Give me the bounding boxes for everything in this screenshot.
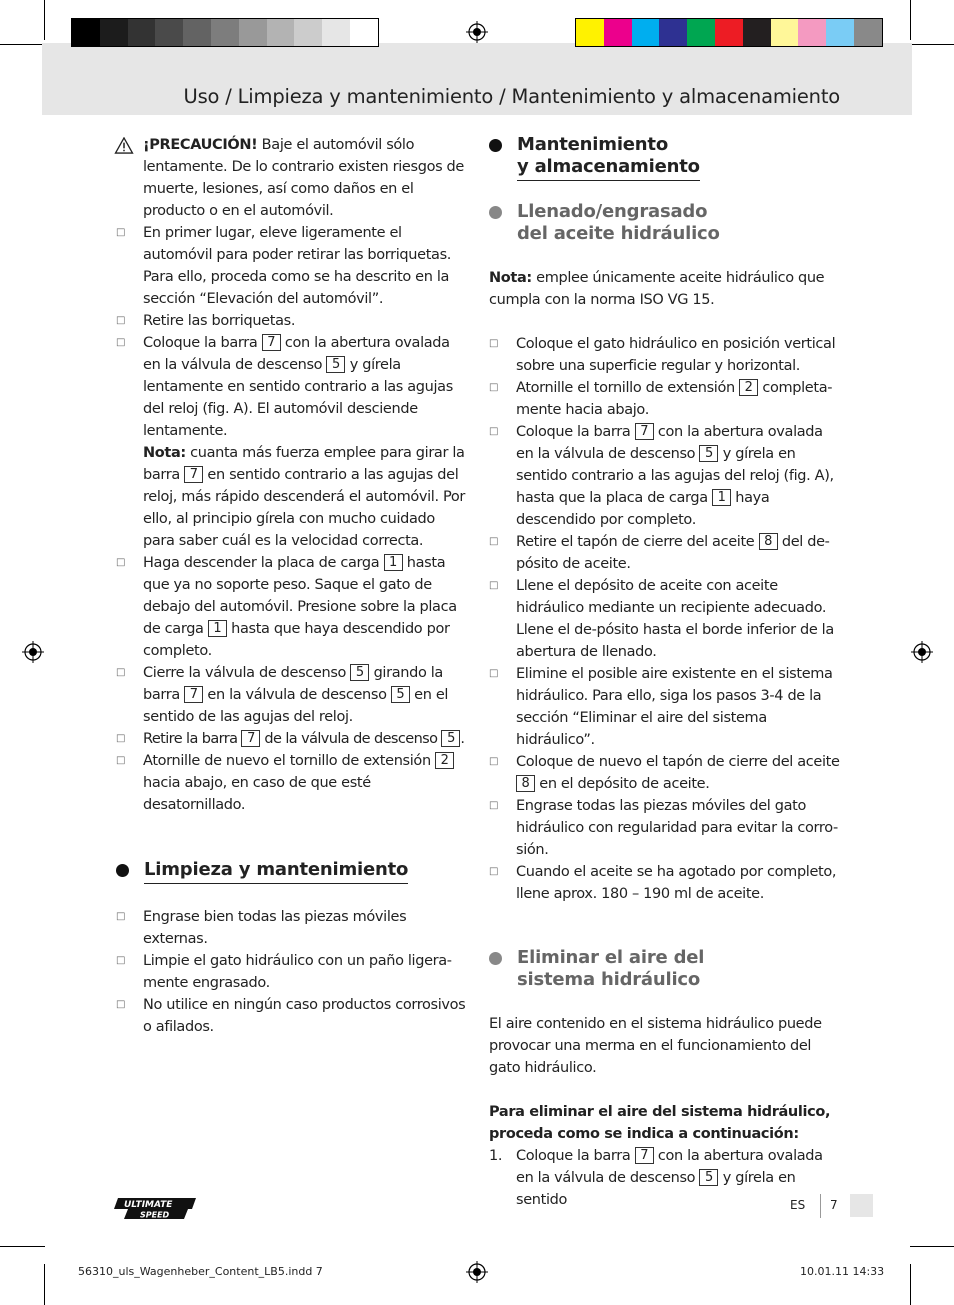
square-bullet-icon: □ xyxy=(116,755,126,766)
part-ref: 2 xyxy=(739,379,758,396)
part-ref: 1 xyxy=(208,620,227,637)
part-ref: 2 xyxy=(435,752,454,769)
step-text: Coloque el gato hidráulico en posición vertical sobre una superficie regular y horizontal. xyxy=(516,336,836,374)
part-ref: 8 xyxy=(759,533,778,550)
registration-mark-icon xyxy=(466,21,488,43)
note-label: Nota: xyxy=(143,445,186,461)
color-swatch xyxy=(211,19,239,46)
square-bullet-icon: □ xyxy=(489,800,499,811)
note-text: cuanta más fuerza emplee para girar la barra xyxy=(143,445,465,483)
crop-mark xyxy=(910,1264,911,1305)
part-ref: 7 xyxy=(262,334,281,351)
part-ref: 5 xyxy=(391,686,410,703)
warning-text: Baje el automóvil sólo lentamente. De lo contrario existen riesgos de muerte, lesiones, así como daños en el producto o en el automóvil. xyxy=(143,137,464,219)
cleaning-item: Engrase bien todas las piezas móviles externas. xyxy=(143,909,407,947)
color-swatch xyxy=(604,19,632,46)
step-text: con la abertura ovalada en la válvula de descenso xyxy=(516,424,823,462)
color-swatch xyxy=(72,19,100,46)
bullet-dot-icon xyxy=(489,139,502,152)
cleaning-item: Limpie el gato hidráulico con un paño ligera-mente engrasado. xyxy=(143,953,452,991)
color-swatch-bar xyxy=(575,18,883,47)
part-ref: 7 xyxy=(184,466,203,483)
color-swatch xyxy=(659,19,687,46)
crop-mark xyxy=(44,0,45,40)
part-ref: 5 xyxy=(699,445,718,462)
language-code: ES xyxy=(790,1198,806,1212)
page-title: Uso / Limpieza y mantenimiento / Mantenimiento y almacenamiento xyxy=(183,85,840,108)
step-text: hacia abajo, en caso de que esté desatornillado. xyxy=(143,775,371,813)
step-text: hasta que ya no soporte peso. Saque el gato de debajo del automóvil. Presione sobre la placa de carga xyxy=(143,555,457,637)
step-text: Haga descender la placa de carga xyxy=(143,555,384,571)
list-item xyxy=(489,751,843,795)
square-bullet-icon: □ xyxy=(116,999,126,1010)
step-text: hasta que haya descendido por completo. xyxy=(143,621,450,659)
color-swatch xyxy=(100,19,128,46)
square-bullet-icon: □ xyxy=(489,536,499,547)
list-item xyxy=(116,750,468,816)
part-ref: 5 xyxy=(441,730,460,747)
step-text: Cierre la válvula de descenso xyxy=(143,665,351,681)
bullet-dot-icon xyxy=(489,206,502,219)
warning-triangle-icon xyxy=(114,137,134,154)
color-swatch xyxy=(294,19,322,46)
list-item xyxy=(489,663,843,751)
color-swatch xyxy=(576,19,604,46)
section-heading-cleaning: Limpieza y mantenimiento xyxy=(116,859,468,884)
color-swatch xyxy=(715,19,743,46)
part-ref: 5 xyxy=(326,356,345,373)
list-item xyxy=(116,950,468,994)
list-item xyxy=(489,333,843,377)
square-bullet-icon: □ xyxy=(489,426,499,437)
part-ref: 7 xyxy=(184,686,203,703)
registration-mark-icon xyxy=(466,1261,488,1283)
step-text: Cuando el aceite se ha agotado por completo, llene aprox. 180 – 190 ml de aceite. xyxy=(516,864,837,902)
list-item xyxy=(116,994,468,1038)
step-text: Llene el depósito de aceite con aceite hidráulico mediante un recipiente adecuado. Llene el de-pósito hasta el borde inferior de la abertura de llenado. xyxy=(516,578,834,660)
list-item xyxy=(116,332,468,552)
color-swatch xyxy=(155,19,183,46)
slug-filename: 56310_uls_Wagenheber_Content_LB5.indd 7 xyxy=(78,1265,323,1278)
step-text: en el sentido de las agujas del reloj. xyxy=(143,687,449,725)
step-text: En primer lugar, eleve ligeramente el automóvil para poder retirar las borriquetas. Para ello, proceda como se ha descrito en la sección “Elevación del automóvil”. xyxy=(143,225,452,307)
step-text: Elimine el posible aire existente en el sistema hidráulico. Para ello, siga los pasos 3-4 de la sección “Eliminar el aire del sistema hidráulico”. xyxy=(516,666,833,748)
color-swatch xyxy=(854,19,882,46)
step-text: y gírela en sentido contrario a las agujas del reloj (fig. A), hasta que la placa de carga xyxy=(516,446,834,506)
color-swatch xyxy=(826,19,854,46)
part-ref: 5 xyxy=(699,1169,718,1186)
square-bullet-icon: □ xyxy=(116,733,126,744)
step-text: Coloque la barra xyxy=(143,335,262,351)
registration-mark-icon xyxy=(911,641,933,663)
square-bullet-icon: □ xyxy=(489,338,499,349)
square-bullet-icon: □ xyxy=(489,382,499,393)
part-ref: 1 xyxy=(712,489,731,506)
list-item xyxy=(489,531,843,575)
list-item xyxy=(489,377,843,421)
right-column xyxy=(489,134,843,1211)
square-bullet-icon: □ xyxy=(116,557,126,568)
step-text: completa-mente hacia abajo. xyxy=(516,380,833,418)
page-number: 7 xyxy=(830,1198,838,1212)
warning-label: ¡PRECAUCIÓN! xyxy=(143,137,258,153)
step-text: en el depósito de aceite. xyxy=(535,776,710,792)
step-text: girando la barra xyxy=(143,665,443,703)
list-item xyxy=(116,552,468,662)
square-bullet-icon: □ xyxy=(489,668,499,679)
oil-note: Nota: emplee únicamente aceite hidráulico que cumpla con la norma ISO VG 15. xyxy=(489,270,825,308)
color-swatch xyxy=(322,19,350,46)
color-swatch xyxy=(687,19,715,46)
square-bullet-icon: □ xyxy=(489,756,499,767)
part-ref: 7 xyxy=(635,1147,654,1164)
step-text: Coloque de nuevo el tapón de cierre del aceite xyxy=(516,754,840,770)
cleaning-item: No utilice en ningún caso productos corrosivos o afilados. xyxy=(143,997,466,1035)
step-text: con la abertura ovalada en la válvula de descenso xyxy=(516,1148,823,1186)
square-bullet-icon: □ xyxy=(116,315,126,326)
list-item xyxy=(116,222,468,310)
page-tab-square xyxy=(850,1194,873,1217)
crop-mark xyxy=(0,44,45,45)
step-text: Coloque la barra xyxy=(516,424,635,440)
grey-swatch-bar xyxy=(71,18,379,47)
slug-date: 10.01.11 14:33 xyxy=(800,1265,885,1278)
color-swatch xyxy=(128,19,156,46)
part-ref: 7 xyxy=(241,730,260,747)
section-heading-maintenance: Mantenimiento y almacenamiento xyxy=(489,134,843,181)
step-text: del de-pósito de aceite. xyxy=(516,534,830,572)
list-item xyxy=(489,421,843,531)
crop-mark xyxy=(910,0,911,40)
step-text: haya descendido por completo. xyxy=(516,490,770,528)
color-swatch xyxy=(743,19,771,46)
square-bullet-icon: □ xyxy=(116,667,126,678)
warning-block xyxy=(116,134,468,222)
color-swatch xyxy=(350,19,378,46)
svg-text:SPEED: SPEED xyxy=(140,1210,170,1220)
square-bullet-icon: □ xyxy=(116,911,126,922)
air-intro: El aire contenido en el sistema hidráulico puede provocar una merma en el funcionamiento del gato hidráulico. xyxy=(489,1016,822,1076)
step-text: Engrase todas las piezas móviles del gato hidráulico con regularidad para evitar la corro-sión. xyxy=(516,798,838,858)
color-swatch xyxy=(239,19,267,46)
color-swatch xyxy=(798,19,826,46)
step-text: . xyxy=(460,731,465,747)
part-ref: 8 xyxy=(516,775,535,792)
cleaning-list xyxy=(116,906,468,1038)
step-text: en la válvula de descenso xyxy=(203,687,391,703)
section-heading-air: Eliminar el aire del sistema hidráulico xyxy=(489,947,843,991)
color-swatch xyxy=(771,19,799,46)
square-bullet-icon: □ xyxy=(116,955,126,966)
step-text: de la válvula de descenso xyxy=(260,731,442,747)
section-heading-oil: Llenado/engrasado del aceite hidráulico xyxy=(489,201,843,245)
list-item xyxy=(116,728,468,750)
bullet-dot-icon xyxy=(489,952,502,965)
list-item xyxy=(489,795,843,861)
square-bullet-icon: □ xyxy=(489,580,499,591)
registration-mark-icon xyxy=(22,641,44,663)
bullet-dot-icon xyxy=(116,864,129,877)
step-text: Atornille el tornillo de extensión xyxy=(516,380,740,396)
crop-mark xyxy=(0,1246,45,1247)
oil-steps-list xyxy=(489,333,843,905)
svg-text:ULTIMATE: ULTIMATE xyxy=(124,1200,173,1210)
part-ref: 7 xyxy=(635,423,654,440)
step-text: y gírela lentamente en sentido contrario a las agujas del reloj (fig. A). El automóvil desciende lentamente. xyxy=(143,357,453,439)
part-ref: 1 xyxy=(384,554,403,571)
step-number: 1. xyxy=(489,1148,503,1164)
step-text: Atornille de nuevo el tornillo de extensión xyxy=(143,753,436,769)
square-bullet-icon: □ xyxy=(116,227,126,238)
crop-mark xyxy=(910,44,954,45)
step-text: Retire el tapón de cierre del aceite xyxy=(516,534,759,550)
square-bullet-icon: □ xyxy=(489,866,499,877)
step-text: y gírela en sentido xyxy=(516,1170,796,1208)
step-text: Retire la barra xyxy=(143,731,242,747)
crop-mark xyxy=(910,1246,954,1247)
color-swatch xyxy=(632,19,660,46)
air-bold-instruction: Para eliminar el aire del sistema hidráulico, proceda como se indica a continuación: xyxy=(489,1104,831,1142)
crop-mark xyxy=(44,1264,45,1305)
step-text: con la abertura ovalada en la válvula de descenso xyxy=(143,335,450,373)
list-item xyxy=(116,662,468,728)
part-ref: 5 xyxy=(350,664,369,681)
step-text: Coloque la barra xyxy=(516,1148,635,1164)
list-item xyxy=(116,310,468,332)
list-item xyxy=(489,861,843,905)
left-column xyxy=(116,134,468,1038)
list-item xyxy=(489,575,843,663)
footer-divider xyxy=(820,1194,821,1218)
ultimate-speed-logo xyxy=(114,1196,200,1221)
square-bullet-icon: □ xyxy=(116,337,126,348)
color-swatch xyxy=(183,19,211,46)
note-text: en sentido contrario a las agujas del reloj, más rápido descenderá el automóvil. Por ello, al principio gírela con mucho cuidado para saber cuál es la velocidad correcta. xyxy=(143,467,465,549)
color-swatch xyxy=(267,19,295,46)
title-band xyxy=(42,43,912,115)
step-text: Retire las borriquetas. xyxy=(143,313,296,329)
list-item xyxy=(116,906,468,950)
